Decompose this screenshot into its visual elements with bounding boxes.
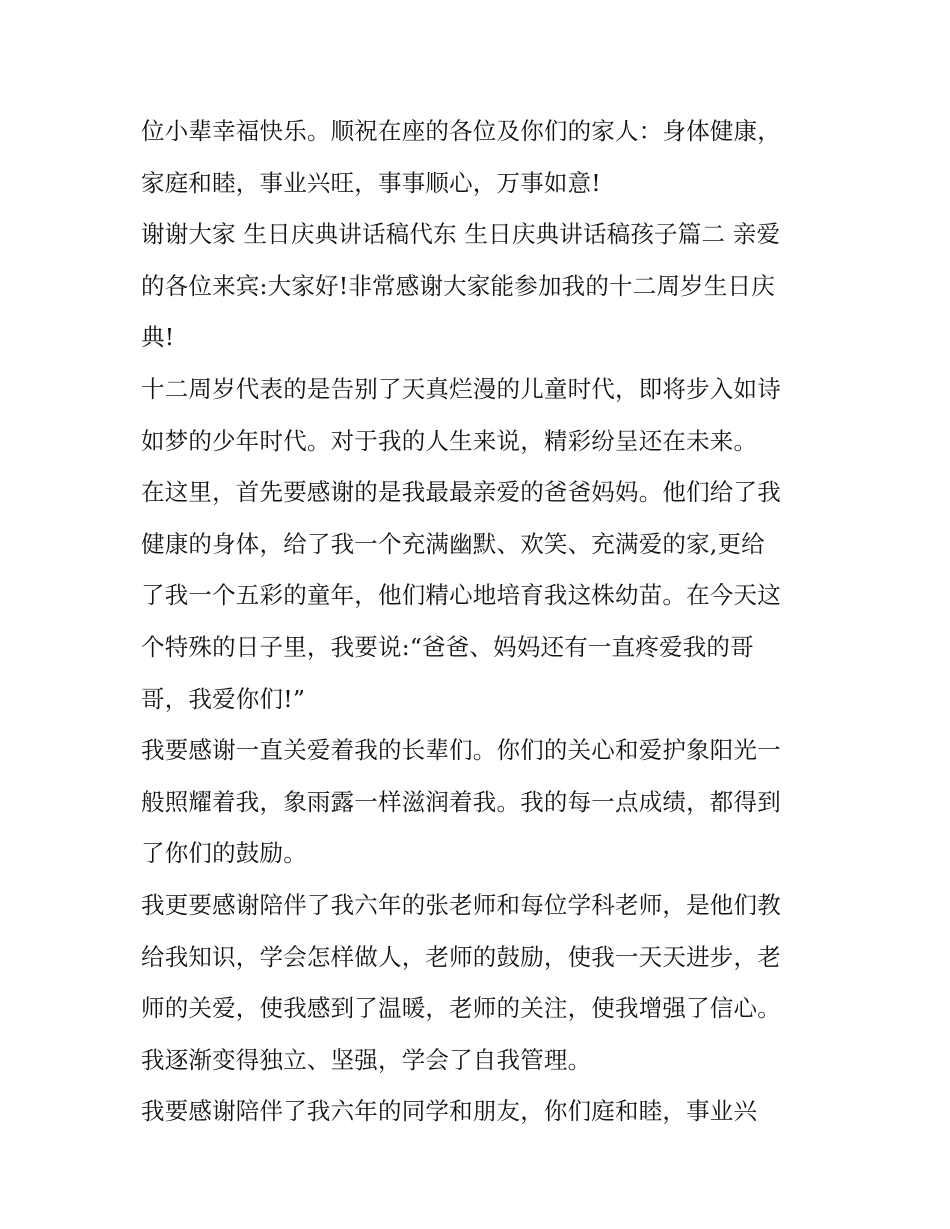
text-line: 给我知识，学会怎样做人，老师的鼓励，使我一天天进步，老: [141, 942, 781, 971]
text-line: 的各位来宾:大家好!非常感谢大家能参加我的十二周岁生日庆: [141, 271, 775, 300]
text-line: 个特殊的日子里，我要说:“爸爸、妈妈还有一直疼爱我的哥: [141, 632, 754, 661]
text-line: 在这里，首先要感谢的是我最最亲爱的爸爸妈妈。他们给了我: [141, 478, 781, 507]
text-line: 我要感谢一直关爱着我的长辈们。你们的关心和爱护象阳光一: [141, 736, 781, 765]
text-line: 典!: [141, 323, 175, 352]
text-line: 了你们的鼓励。: [141, 839, 307, 868]
text-line: 般照耀着我，象雨露一样滋润着我。我的每一点成绩，都得到: [141, 787, 781, 816]
text-line: 我逐渐变得独立、坚强，学会了自我管理。: [141, 1045, 592, 1074]
text-line: 位小辈幸福快乐。顺祝在座的各位及你们的家人：身体健康，: [141, 117, 781, 145]
text-line: 师的关爱，使我感到了温暖，老师的关注，使我增强了信心。: [141, 994, 781, 1023]
text-line: 健康的身体，给了我一个充满幽默、欢笑、充满爱的家,更给: [141, 529, 765, 558]
document-body: [141, 106, 821, 1138]
text-line: 哥，我爱你们!”: [141, 684, 306, 713]
text-line: 了我一个五彩的童年，他们精心地培育我这株幼苗。在今天这: [141, 581, 781, 610]
text-line: 我更要感谢陪伴了我六年的张老师和每位学科老师，是他们教: [141, 890, 781, 919]
text-line: 如梦的少年时代。对于我的人生来说，精彩纷呈还在未来。: [141, 426, 758, 455]
text-line: 十二周岁代表的是告别了天真烂漫的儿童时代，即将步入如诗: [141, 374, 781, 403]
text-line: 我要感谢陪伴了我六年的同学和朋友，你们庭和睦，事业兴: [141, 1097, 758, 1126]
text-line: 家庭和睦，事业兴旺，事事顺心，万事如意!: [141, 168, 601, 197]
text-line: 谢谢大家 生日庆典讲话稿代东 生日庆典讲话稿孩子篇二 亲爱: [141, 220, 781, 249]
